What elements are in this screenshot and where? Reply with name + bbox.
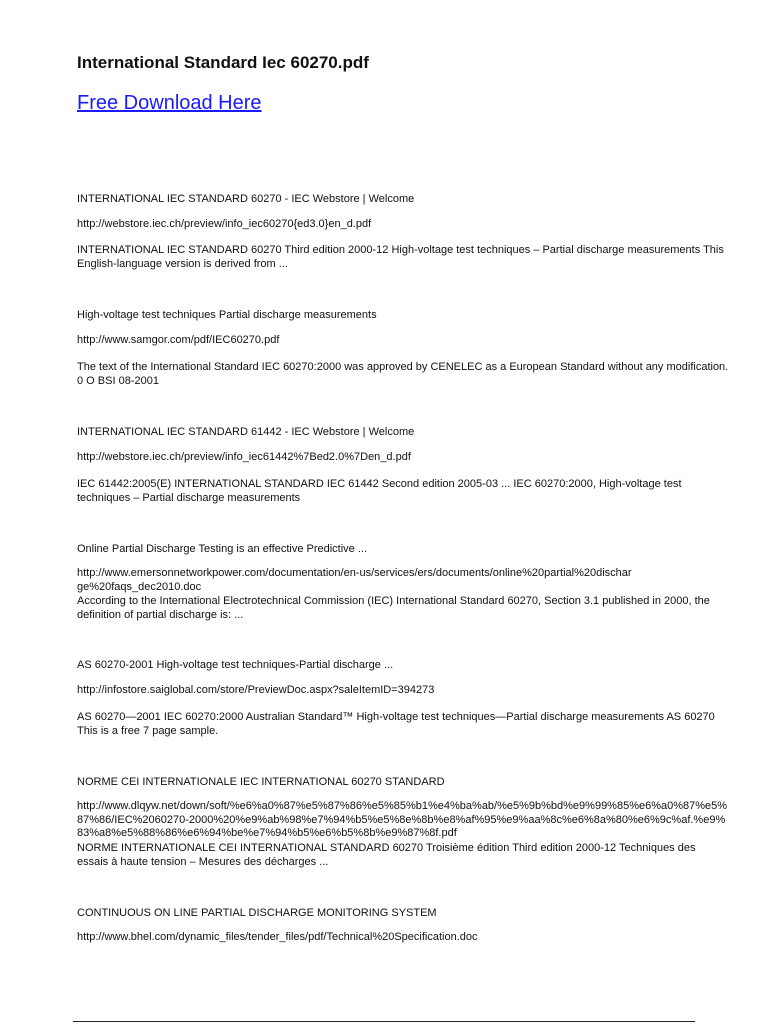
result-0-heading: INTERNATIONAL IEC STANDARD 60270 - IEC Webstore | Welcome [77, 193, 415, 205]
result-3-snippet: According to the International Electrotechnical Commission (IEC) International Standard 60270, Section 3.1 published in 2000, the definition of partial discharge is: ... [77, 595, 710, 621]
result-1-url: http://www.samgor.com/pdf/IEC60270.pdf [77, 334, 280, 346]
result-3-heading: Online Partial Discharge Testing is an effective Predictive ... [77, 543, 368, 555]
document-title: International Standard Iec 60270.pdf [77, 53, 369, 72]
result-6-heading: CONTINUOUS ON LINE PARTIAL DISCHARGE MONITORING SYSTEM [77, 907, 437, 919]
result-3-url: http://www.emersonnetworkpower.com/documentation/en-us/services/ers/documents/online%20partial%20discharge%20faqs_dec2010.doc [77, 567, 632, 593]
result-6-url: http://www.bhel.com/dynamic_files/tender_files/pdf/Technical%20Specification.doc [77, 931, 478, 943]
result-4-heading: AS 60270-2001 High-voltage test techniques-Partial discharge ... [77, 659, 394, 671]
result-0-snippet: INTERNATIONAL IEC STANDARD 60270 Third edition 2000-12 High-voltage test techniques – Partial discharge measurements This English-language version is derived from ... [77, 244, 724, 270]
result-5-url: http://www.dlqyw.net/down/soft/%e6%a0%87%e5%87%86%e5%85%b1%e4%ba%ab/%e5%9b%bd%e9%99%85%e6%a0%87%e5%87%86/IEC%2060270-2000%20%e9%ab%98%e7%94%b5%e5%8e%8b%e8%af%95%e9%aa%8c%e6%8a%80%e6%9c%af.%e9%83%a8%e5%88%86%e6%94%be%e7%94%b5%e6%b5%8b%e9%87%8f.pdf [77, 800, 728, 839]
result-1-heading: High-voltage test techniques Partial discharge measurements [77, 309, 377, 321]
result-5-snippet: NORME INTERNATIONALE CEI INTERNATIONAL STANDARD 60270 Troisième édition Third edition 2000-12 Techniques des essais à haute tension – Mesures des décharges ... [77, 842, 696, 868]
result-1-snippet: The text of the International Standard IEC 60270:2000 was approved by CENELEC as a European Standard without any modification. 0 O BSI 08-2001 [77, 361, 729, 387]
result-4-url: http://infostore.saiglobal.com/store/PreviewDoc.aspx?saleItemID=394273 [77, 684, 435, 696]
result-2-heading: INTERNATIONAL IEC STANDARD 61442 - IEC Webstore | Welcome [77, 426, 415, 438]
result-2-url: http://webstore.iec.ch/preview/info_iec61442%7Bed2.0%7Den_d.pdf [77, 451, 411, 463]
free-download-link[interactable]: Free Download Here [77, 92, 262, 114]
result-5-heading: NORME CEI INTERNATIONALE IEC INTERNATIONAL 60270 STANDARD [77, 776, 445, 788]
result-4-snippet: AS 60270—2001 IEC 60270:2000 Australian Standard™ High-voltage test techniques—Partial discharge measurements AS 60270 This is a free 7 page sample. [77, 711, 715, 737]
result-0-url: http://webstore.iec.ch/preview/info_iec60270{ed3.0}en_d.pdf [77, 218, 372, 230]
footer-divider [73, 1021, 695, 1022]
result-2-snippet: IEC 61442:2005(E) INTERNATIONAL STANDARD IEC 61442 Second edition 2005-03 ... IEC 60270:2000, High-voltage test techniques – Partial discharge measurements [77, 478, 682, 504]
